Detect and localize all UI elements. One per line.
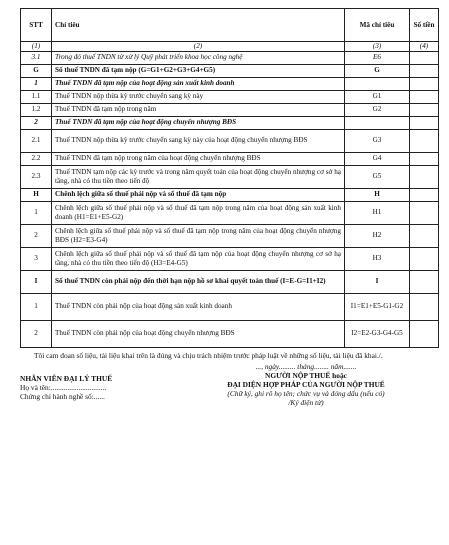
row-description: Thuế TNDN đã tạm nộp trong năm	[52, 103, 345, 116]
table-row	[21, 64, 439, 77]
table-row	[21, 270, 439, 293]
row-code: G1	[345, 90, 410, 103]
header-so-tien: Số tiền	[410, 9, 439, 42]
table-row	[21, 129, 439, 152]
row-stt: 2.3	[21, 165, 52, 188]
table-row	[21, 201, 439, 224]
row-code: I	[345, 270, 410, 293]
row-amount	[410, 320, 439, 347]
row-stt: I	[21, 270, 52, 293]
row-description: Chênh lệch giữa số thuế phải nộp và số thuế đã tạm nộp trong năm của hoạt động chuyển nhượng BĐS (H2=E3-G4)	[52, 224, 345, 247]
row-description: Chênh lệch giữa số thuế phải nộp và số thuế đã tạm nộp của hoạt động chuyển nhượng cơ sở hạ tầng, nhà có thu tiền theo tiến độ (H3=E4-G5)	[52, 247, 345, 270]
table-row	[21, 320, 439, 347]
row-description: Chênh lệch giữa số thuế phải nộp và số thuế đã tạm nộp	[52, 188, 345, 201]
row-stt: 1.1	[21, 90, 52, 103]
index-4: (4)	[410, 42, 439, 52]
agent-block	[20, 374, 170, 401]
table-row	[21, 77, 439, 90]
row-code: G4	[345, 152, 410, 165]
row-code: I1=E1+E5-G1-G2	[345, 293, 410, 320]
row-amount	[410, 224, 439, 247]
form-footer	[20, 351, 422, 422]
row-stt: 2.2	[21, 152, 52, 165]
table-row	[21, 293, 439, 320]
row-amount	[410, 129, 439, 152]
row-code: H3	[345, 247, 410, 270]
row-code: G5	[345, 165, 410, 188]
row-description: Thuế TNDN đã tạm nộp trong năm của hoạt động chuyển nhượng BĐS	[52, 152, 345, 165]
date-line: ..., ngày......... tháng........ năm.......	[255, 361, 357, 371]
row-stt: 2.1	[21, 129, 52, 152]
row-stt: 1.2	[21, 103, 52, 116]
table-index-row	[21, 42, 439, 52]
row-amount	[410, 51, 439, 64]
row-description: Trong đó thuế TNDN từ xử lý Quỹ phát triển khoa học công nghệ	[52, 51, 345, 64]
signature-area	[20, 362, 422, 422]
row-stt: 1	[21, 293, 52, 320]
row-code: I2=E2-G3-G4-G5	[345, 320, 410, 347]
row-amount	[410, 116, 439, 129]
table-row	[21, 152, 439, 165]
row-amount	[410, 165, 439, 188]
row-description: Thuế TNDN nộp thừa kỳ trước chuyển sang kỳ này	[52, 90, 345, 103]
table-row	[21, 90, 439, 103]
row-code: H1	[345, 201, 410, 224]
row-stt: H	[21, 188, 52, 201]
taxpayer-block	[190, 362, 422, 407]
row-description: Thuế TNDN đã tạm nộp của hoạt động sản xuất kinh doanh	[52, 77, 345, 90]
row-code: H2	[345, 224, 410, 247]
row-stt: G	[21, 64, 52, 77]
row-code	[345, 77, 410, 90]
row-code: G3	[345, 129, 410, 152]
table-row	[21, 116, 439, 129]
table-row	[21, 103, 439, 116]
row-amount	[410, 64, 439, 77]
header-stt: STT	[21, 9, 52, 42]
declaration-text: Tôi cam đoan số liệu, tài liệu khai trên là đúng và chịu trách nhiệm trước pháp luật về những số liệu, tài liệu đã khai./.	[34, 350, 383, 360]
row-description: Thuế TNDN tạm nộp các kỳ trước và trong năm quyết toán của hoạt động chuyển nhượng cơ sở hạ tầng, nhà có thu tiền theo tiến độ	[52, 165, 345, 188]
row-code: G	[345, 64, 410, 77]
row-stt: 2	[21, 224, 52, 247]
tax-table	[20, 8, 439, 348]
index-3: (3)	[345, 42, 410, 52]
row-stt: 3.1	[21, 51, 52, 64]
row-amount	[410, 201, 439, 224]
row-amount	[410, 90, 439, 103]
row-description: Thuế TNDN nộp thừa kỳ trước chuyển sang kỳ này của hoạt động chuyển nhượng BĐS	[52, 129, 345, 152]
row-description: Số thuế TNDN còn phải nộp đến thời hạn nộp hồ sơ khai quyết toán thuế (I=E-G=I1+I2)	[52, 270, 345, 293]
row-code: H	[345, 188, 410, 201]
row-stt: 1	[21, 77, 52, 90]
row-code	[345, 116, 410, 129]
taxpayer-note-2: /Ký điện tử)	[288, 397, 324, 407]
row-description: Thuế TNDN đã tạm nộp của hoạt động chuyển nhượng BĐS	[52, 116, 345, 129]
table-row	[21, 51, 439, 64]
agent-title: NHÂN VIÊN ĐẠI LÝ THUẾ	[20, 373, 113, 383]
row-amount	[410, 77, 439, 90]
table-row	[21, 165, 439, 188]
taxpayer-title-2: ĐẠI DIỆN HỢP PHÁP CỦA NGƯỜI NỘP THUẾ	[227, 379, 385, 389]
taxpayer-title-1: NGƯỜI NỘP THUẾ hoặc	[265, 370, 347, 380]
row-stt: 2	[21, 320, 52, 347]
row-amount	[410, 152, 439, 165]
index-2: (2)	[52, 42, 345, 52]
row-stt: 1	[21, 201, 52, 224]
table-row	[21, 224, 439, 247]
row-description: Số thuế TNDN đã tạm nộp (G=G1+G2+G3+G4+G5)	[52, 64, 345, 77]
table-row	[21, 188, 439, 201]
row-description: Chênh lệch giữa số thuế phải nộp và số thuế đã tạm nộp trong năm của hoạt động sản xuất kinh doanh (H1=E1+E5-G2)	[52, 201, 345, 224]
tax-finalization-form	[20, 8, 435, 422]
index-1: (1)	[21, 42, 52, 52]
row-stt: 3	[21, 247, 52, 270]
row-amount	[410, 103, 439, 116]
taxpayer-note-1: (Chữ ký, ghi rõ họ tên; chức vụ và đóng dấu (nếu có)	[227, 388, 385, 398]
header-chi-tieu: Chỉ tiêu	[52, 9, 345, 42]
row-amount	[410, 247, 439, 270]
row-amount	[410, 270, 439, 293]
row-code: E6	[345, 51, 410, 64]
row-description: Thuế TNDN còn phải nộp của hoạt động chuyển nhượng BĐS	[52, 320, 345, 347]
table-header-row	[21, 9, 439, 42]
row-description: Thuế TNDN còn phải nộp của hoạt động sản xuất kinh doanh	[52, 293, 345, 320]
row-stt: 2	[21, 116, 52, 129]
row-amount	[410, 293, 439, 320]
row-code: G2	[345, 103, 410, 116]
row-amount	[410, 188, 439, 201]
header-ma-chi-tieu: Mã chỉ tiêu	[345, 9, 410, 42]
agent-name-field: Họ và tên:..............................	[20, 382, 107, 392]
table-row	[21, 247, 439, 270]
agent-certificate-field: Chứng chỉ hành nghề số:......	[20, 391, 105, 401]
